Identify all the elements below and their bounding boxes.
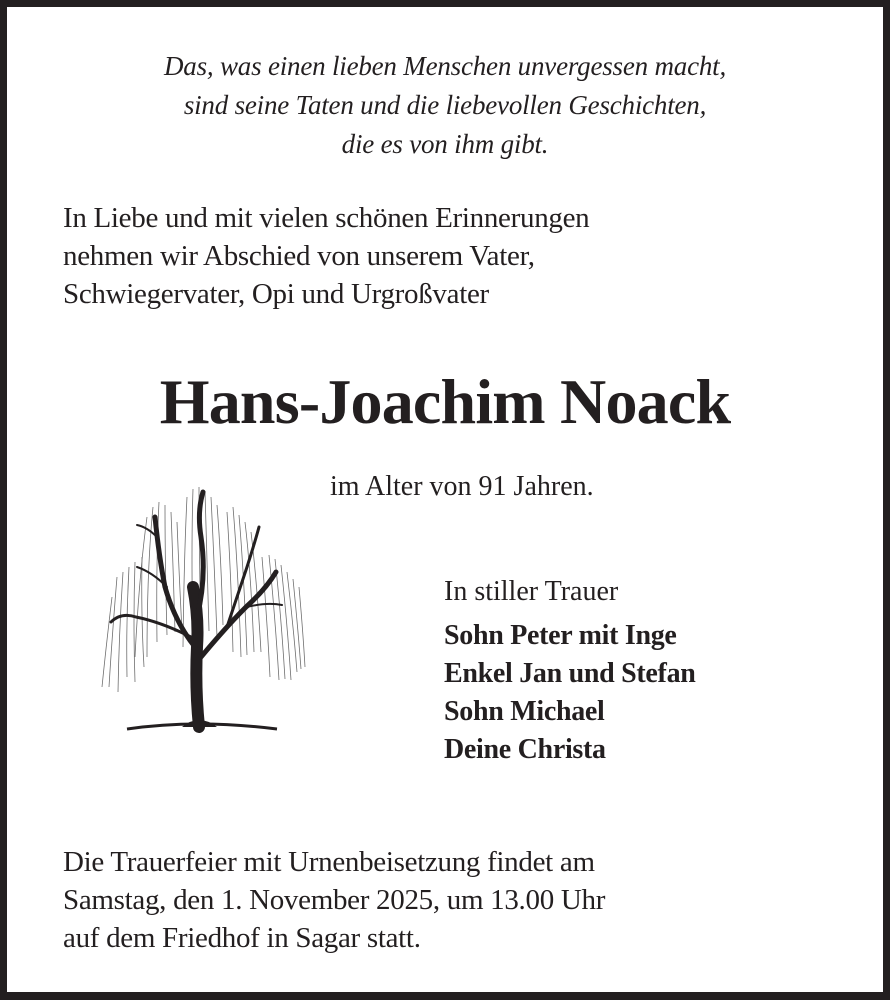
service-details xyxy=(63,843,605,957)
weeping-willow-tree-icon xyxy=(87,477,327,737)
service-line: Die Trauerfeier mit Urnenbeisetzung findet am xyxy=(63,846,595,878)
intro-line: Schwiegervater, Opi und Urgroßvater xyxy=(63,278,489,310)
mourner-name: Sohn Peter mit Inge xyxy=(444,620,677,651)
motto-line: sind seine Taten und die liebevollen Geschichten, xyxy=(183,90,707,120)
service-line: auf dem Friedhof in Sagar statt. xyxy=(63,922,421,954)
mourner-name: Deine Christa xyxy=(444,734,606,765)
motto-line: Das, was einen lieben Menschen unvergessen macht, xyxy=(163,51,727,81)
obituary-notice xyxy=(7,7,883,992)
mourner-name: Enkel Jan und Stefan xyxy=(444,658,696,689)
motto-quote xyxy=(7,47,883,164)
mourner-name: Sohn Michael xyxy=(444,696,605,727)
intro-line: In Liebe und mit vielen schönen Erinnerungen xyxy=(63,202,590,234)
intro-line: nehmen wir Abschied von unserem Vater, xyxy=(63,240,535,272)
mourners-block xyxy=(444,573,696,769)
service-line: Samstag, den 1. November 2025, um 13.00 Uhr xyxy=(63,884,606,916)
motto-line: die es von ihm gibt. xyxy=(341,129,549,159)
deceased-age: im Alter von 91 Jahren. xyxy=(330,471,594,502)
deceased-name: Hans-Joachim Noack xyxy=(159,366,731,437)
mourning-lead: In stiller Trauer xyxy=(444,576,619,607)
intro-text xyxy=(63,199,589,313)
